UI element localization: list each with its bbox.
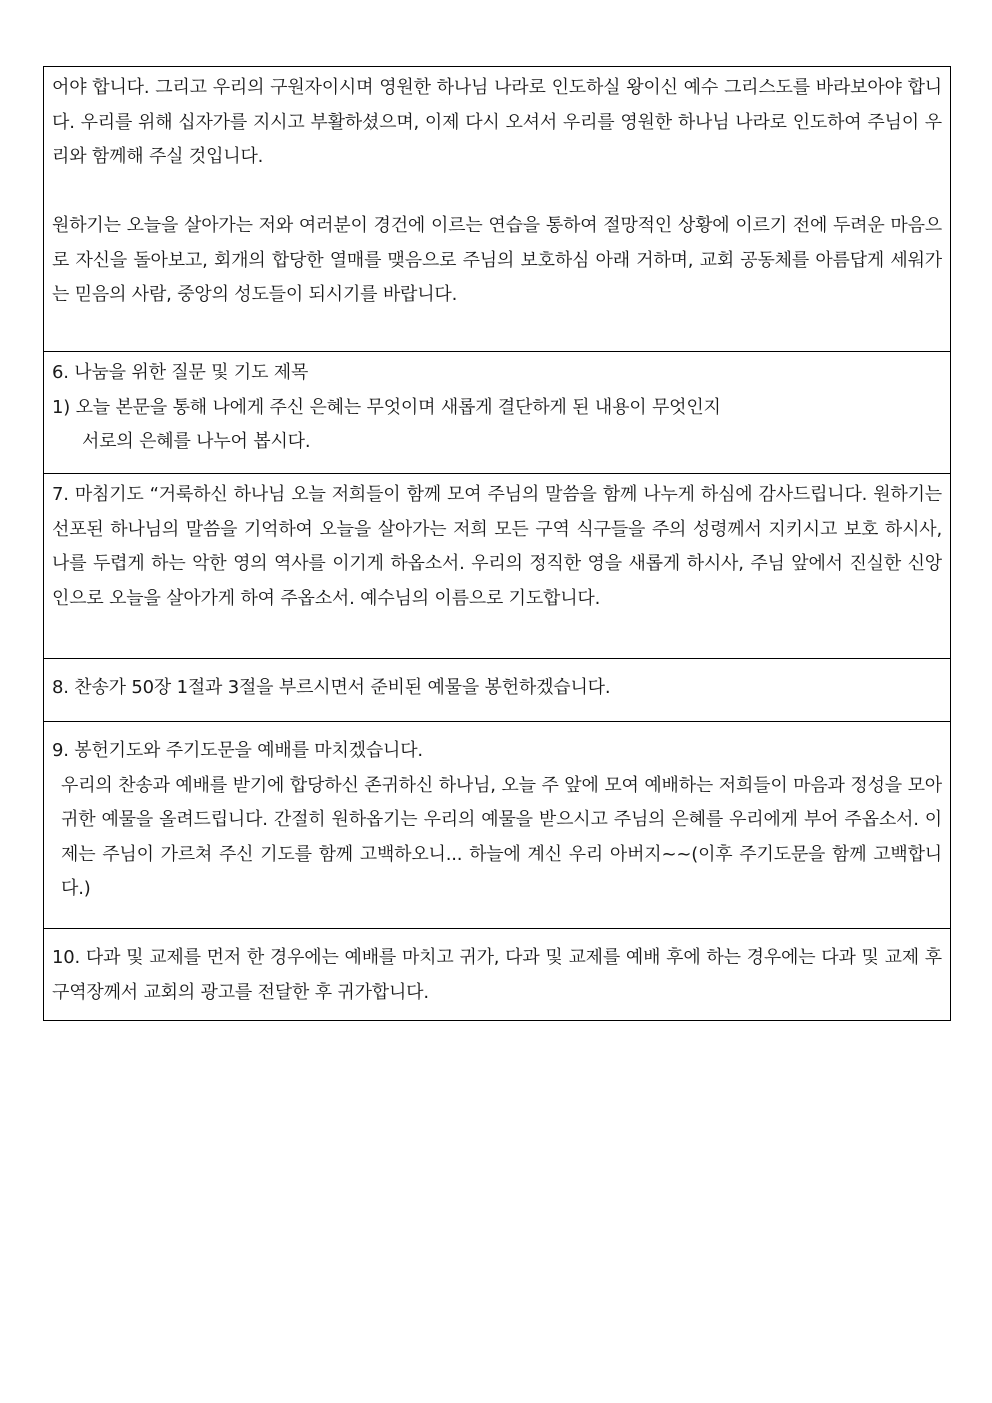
sharing-question-1-line-1: 1) 오늘 본문을 통해 나에게 주신 은혜는 무엇이며 새롭게 결단하게 된 내용이 무엇인지 bbox=[52, 396, 721, 418]
offering-prayer-cell bbox=[44, 721, 950, 928]
sharing-questions-cell bbox=[44, 351, 950, 473]
offering-prayer-heading: 9. 봉헌기도와 주기도문을 예배를 마치겠습니다. bbox=[52, 740, 423, 761]
closing-prayer-cell bbox=[44, 473, 950, 658]
paragraph-spacer bbox=[52, 175, 942, 210]
intro-paragraph-2: 원하기는 오늘을 살아가는 저와 여러분이 경건에 이르는 연습을 통하여 절망적인 상황에 이르기 전에 두려운 마음으로 자신을 돌아보고, 회개의 합당한 열매를 맺음으로 주님의 보호하심 아래 거하며, 교회 공동체를 아름답게 세워가는 믿음의 사람, 중앙의 성도들이 되시기를 바랍니다. bbox=[52, 215, 942, 305]
intro-paragraph-1: 어야 합니다. 그리고 우리의 구원자이시며 영원한 하나님 나라로 인도하실 왕이신 예수 그리스도를 바라보아야 합니다. 우리를 위해 십자가를 지시고 부활하셨으며, 이제 다시 오셔서 우리를 영원한 하나님 나라로 인도하여 주님이 우리와 함께해 주실 것입니다. bbox=[52, 77, 942, 167]
intro-cell bbox=[44, 67, 950, 351]
hymn-offering-cell bbox=[44, 658, 950, 721]
sharing-question-1-line-2: 서로의 은혜를 나누어 봅시다. bbox=[82, 431, 311, 452]
offering-prayer-text: 우리의 찬송과 예배를 받기에 합당하신 존귀하신 하나님, 오늘 주 앞에 모여 예배하는 저희들이 마음과 정성을 모아 귀한 예물을 올려드립니다. 간절히 원하옵기는 우리의 예물을 받으시고 주님의 은혜를 우리에게 부어 주옵소서. 이제는 주님이 가르쳐 주신 기도를 함께 고백하오니... 하늘에 계신 우리 아버지~~(이후 주기도문을 함께 고백합니다.) bbox=[61, 774, 942, 899]
sharing-questions-heading: 6. 나눔을 위한 질문 및 기도 제목 bbox=[52, 362, 309, 383]
worship-order-table bbox=[43, 66, 951, 1021]
closing-prayer-text: 7. 마침기도 “거룩하신 하나님 오늘 저희들이 함께 모여 주님의 말씀을 함께 나누게 하심에 감사드립니다. 원하기는 선포된 하나님의 말씀을 기억하여 오늘을 살아가는 저희 모든 구역 식구들을 주의 성령께서 지키시고 보호 하시사, 나를 두렵게 하는 악한 영의 역사를 이기게 하옵소서. 우리의 정직한 영을 새롭게 하시사, 주님 앞에서 진실한 신앙인으로 오늘을 살아가게 하여 주옵소서. 예수님의 이름으로 기도합니다. bbox=[52, 484, 942, 609]
fellowship-text: 10. 다과 및 교제를 먼저 한 경우에는 예배를 마치고 귀가, 다과 및 교제를 예배 후에 하는 경우에는 다과 및 교제 후 구역장께서 교회의 광고를 전달한 후 귀가합니다. bbox=[52, 947, 942, 1003]
fellowship-cell bbox=[44, 928, 950, 1020]
hymn-offering-text: 8. 찬송가 50장 1절과 3절을 부르시면서 준비된 예물을 봉헌하겠습니다. bbox=[52, 677, 611, 698]
